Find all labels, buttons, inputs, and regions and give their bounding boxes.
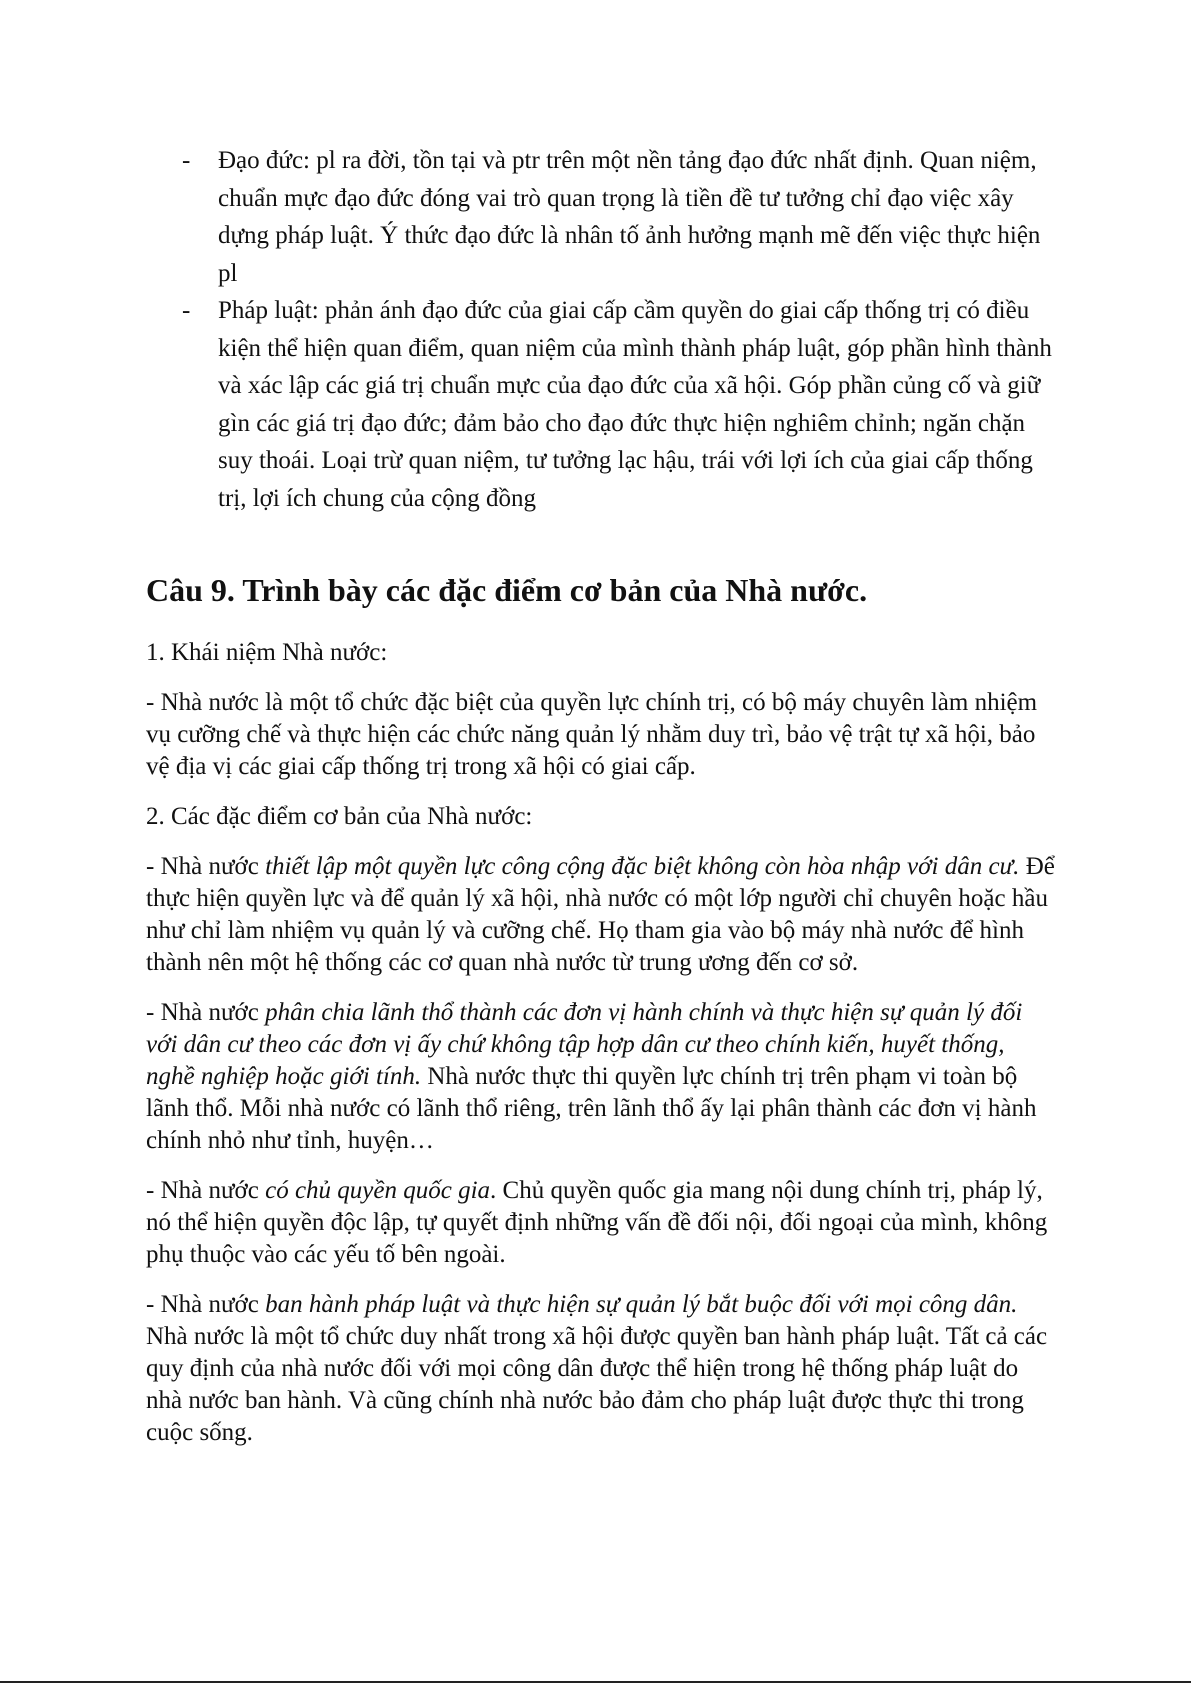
feature-paragraph [146,851,1056,979]
question-heading: Câu 9. Trình bày các đặc điểm cơ bản của Nhà nước. [146,572,868,608]
feature-lead: - Nhà nước [146,853,266,880]
bullet-marker: - [182,147,191,174]
bullet-text: Pháp luật: phản ánh đạo đức của giai cấp cầm quyền do giai cấp thống trị có điều kiện thể hiện quan điểm, quan niệm của mình thành pháp luật, góp phần hình thành và xác lập các giá trị chuẩn mực của đạo đức của xã hội. Góp phần củng cố và giữ gìn các giá trị đạo đức; đảm bảo cho đạo đức thực hiện nghiêm chỉnh; ngăn chặn suy thoái. Loại trừ quan niệm, tư tưởng lạc hậu, trái với lợi ích của giai cấp thống trị, lợi ích chung của cộng đồng [218,297,1052,512]
page-bottom-rule [0,1681,1191,1683]
feature-text: . Chủ quyền quốc gia mang nội dung chính trị, pháp lý, nó thể hiện quyền độc lập, tự quyết định những vấn đề đối nội, đối ngoại của mình, không phụ thuộc vào các yếu tố bên ngoài. [146,1177,1048,1268]
bullet-text: Đạo đức: pl ra đời, tồn tại và ptr trên một nền tảng đạo đức nhất định. Quan niệm, chuẩn mực đạo đức đóng vai trò quan trọng là tiền đề tư tưởng chỉ đạo việc xây dựng pháp luật. Ý thức đạo đức là nhân tố ảnh hưởng mạnh mẽ đến việc thực hiện pl [218,147,1041,287]
answer-body [146,637,1056,1467]
feature-lead: - Nhà nước [146,1177,266,1204]
bullet-marker: - [182,297,191,324]
feature-text: Nhà nước là một tổ chức duy nhất trong xã hội được quyền ban hành pháp luật. Tất cả các quy định của nhà nước đối với mọi công dân được thể hiện trong hệ thống pháp luật do nhà nước ban hành. Và cũng chính nhà nước bảo đảm cho pháp luật được thực thi trong cuộc sống. [146,1323,1048,1446]
feature-text: Để thực hiện quyền lực và để quản lý xã hội, nhà nước có một lớp người chỉ chuyên hoặc hầu như chỉ làm nhiệm vụ quản lý và cưỡng chế. Họ tham gia vào bộ máy nhà nước để hình thành nên một hệ thống các cơ quan nhà nước từ trung ương đến cơ sở. [146,853,1055,976]
feature-emphasis: ban hành pháp luật và thực hiện sự quản lý bắt buộc đối với mọi công dân. [265,1291,1018,1318]
bullet-item [182,142,1062,292]
definition-paragraph: - Nhà nước là một tổ chức đặc biệt của quyền lực chính trị, có bộ máy chuyên làm nhiệm vụ cưỡng chế và thực hiện các chức năng quản lý nhằm duy trì, bảo vệ trật tự xã hội, bảo vệ địa vị các giai cấp thống trị trong xã hội có giai cấp. [146,689,1038,780]
feature-paragraph [146,1289,1056,1449]
bullet-item [182,292,1062,517]
feature-lead: - Nhà nước [146,1291,266,1318]
feature-emphasis: thiết lập một quyền lực công cộng đặc biệt không còn hòa nhập với dân cư. [265,853,1020,880]
section-title: 1. Khái niệm Nhà nước: [146,639,388,666]
feature-paragraph [146,997,1056,1157]
section-title: 2. Các đặc điểm cơ bản của Nhà nước: [146,803,533,830]
feature-emphasis: có chủ quyền quốc gia [265,1177,491,1204]
feature-lead: - Nhà nước [146,999,266,1026]
feature-paragraph [146,1175,1056,1271]
feature-emphasis: phân chia lãnh thổ thành các đơn vị hành chính và thực hiện sự quản lý đối với dân cư theo các đơn vị ấy chứ không tập hợp dân cư theo chính kiến, huyết thống, nghề nghiệp hoặc giới tính. [146,999,1023,1090]
bullet-list [182,142,1062,517]
feature-text: Nhà nước thực thi quyền lực chính trị trên phạm vi toàn bộ lãnh thổ. Mỗi nhà nước có lãnh thổ riêng, trên lãnh thổ ấy lại phân thành các đơn vị hành chính nhỏ như tỉnh, huyện… [146,1063,1037,1154]
